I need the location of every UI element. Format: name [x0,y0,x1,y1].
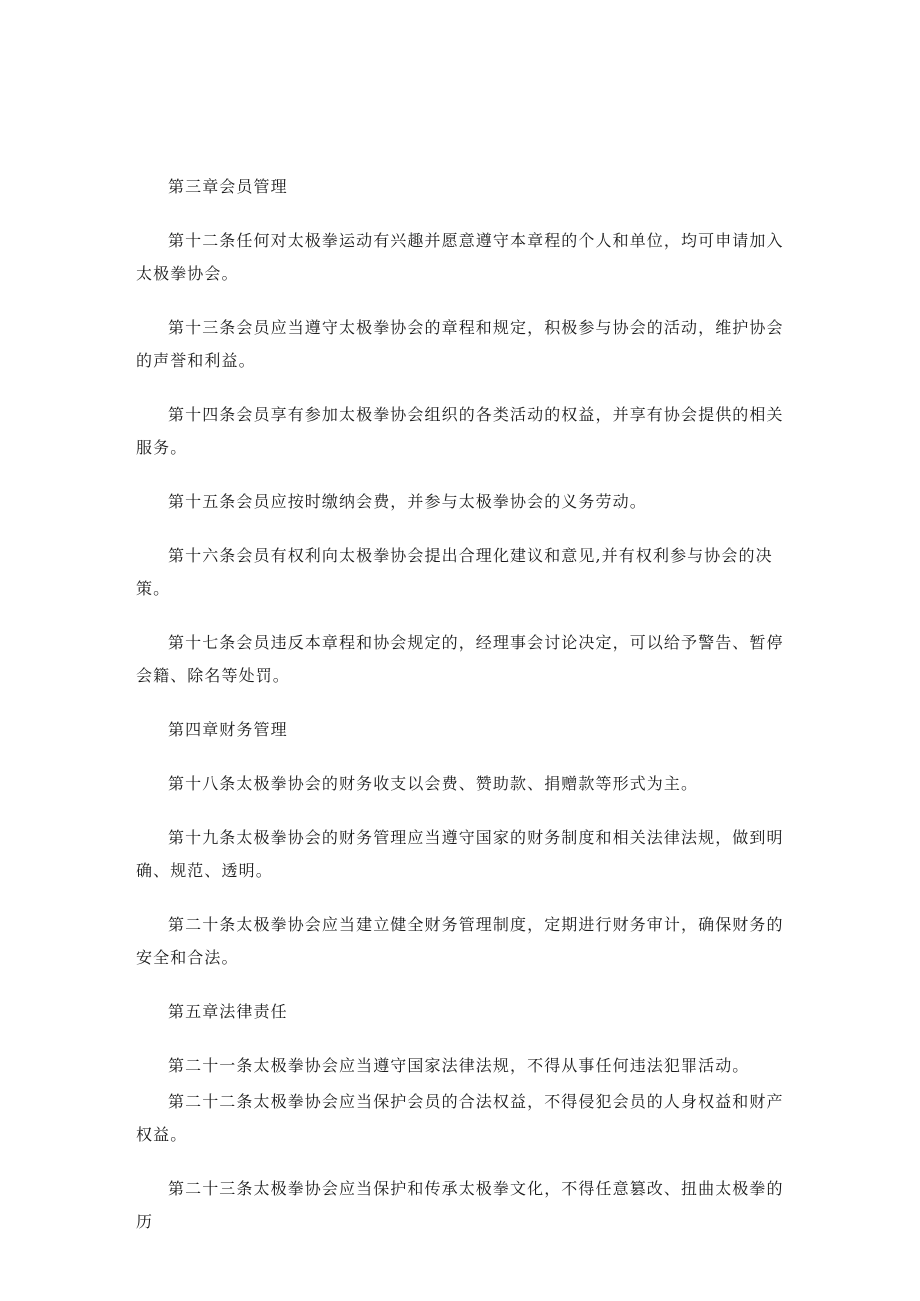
article-paragraph: 第十四条会员享有参加太极拳协会组织的各类活动的权益，并享有协会提供的相关服务。 [136,405,784,457]
article-paragraph: 第二十二条太极拳协会应当保护会员的合法权益，不得侵犯会员的人身权益和财产权益。 [136,1092,784,1144]
article-paragraph: 第十九条太极拳协会的财务管理应当遵守国家的财务制度和相关法律法规，做到明确、规范、透明。 [136,828,784,880]
article-paragraph: 第十八条太极拳协会的财务收支以会费、赞助款、捐赠款等形式为主。 [168,774,699,793]
chapter-heading: 第五章法律责任 [168,1002,288,1021]
article-paragraph: 第二十一条太极拳协会应当遵守国家法律法规，不得从事任何违法犯罪活动。 [168,1056,750,1075]
article-paragraph: 第二十三条太极拳协会应当保护和传承太极拳文化，不得任意篡改、扭曲太极拳的历 [136,1179,784,1231]
article-paragraph: 第十二条任何对太极拳运动有兴趣并愿意遵守本章程的个人和单位，均可申请加入太极拳协会。 [136,231,784,283]
article-paragraph: 第十三条会员应当遵守太极拳协会的章程和规定，积极参与协会的活动，维护协会的声誉和利益。 [136,318,784,370]
article-paragraph: 第十五条会员应按时缴纳会费，并参与太极拳协会的义务劳动。 [168,492,647,511]
article-paragraph: 第十六条会员有权利向太极拳协会提出合理化建议和意见,并有权利参与协会的决策。 [136,546,773,598]
article-paragraph: 第十七条会员违反本章程和协会规定的，经理事会讨论决定，可以给予警告、暂停会籍、除名等处罚。 [136,633,784,685]
document-body [136,170,800,1259]
chapter-heading: 第四章财务管理 [168,720,288,739]
article-paragraph: 第二十条太极拳协会应当建立健全财务管理制度，定期进行财务审计，确保财务的安全和合法。 [136,915,784,967]
chapter-heading: 第三章会员管理 [168,177,288,196]
